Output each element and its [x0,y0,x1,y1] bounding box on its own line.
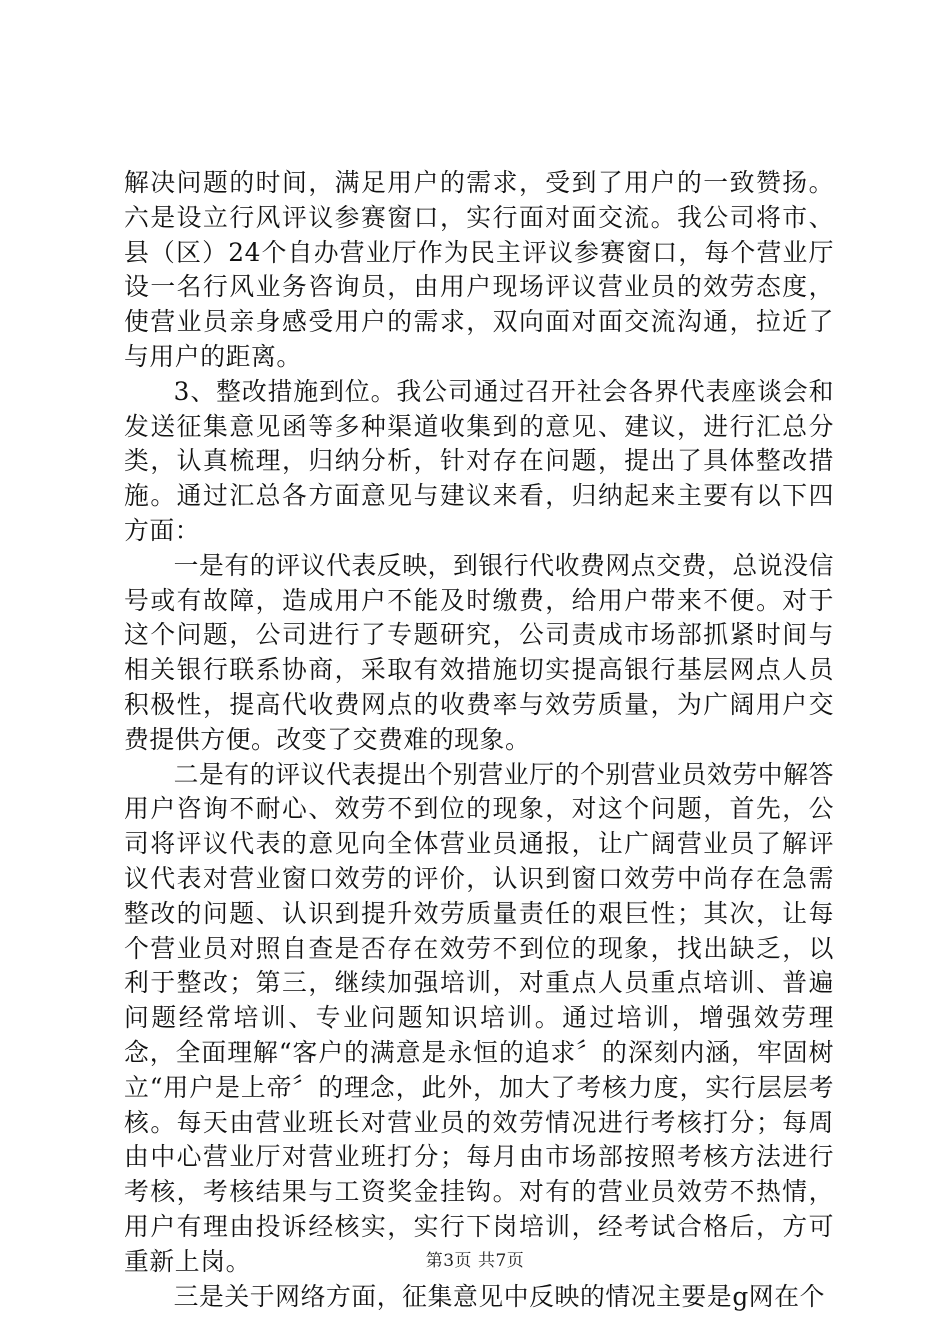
paragraph-continuation: 解决问题的时间，满足用户的需求，受到了用户的一致赞扬。六是设立行风评议参赛窗口，实行面对面交流。我公司将市、县（区）24个自办营业厅作为民主评议参赛窗口，每个营业厅设一名行风业务咨询员，由用户现场评议营业员的效劳态度，使营业员亲身感受用户的需求，双向面对面交流沟通，拉近了与用户的距离。 [124,168,834,371]
document-body [124,166,834,1314]
paragraph-rectification-measures: 3、整改措施到位。我公司通过召开社会各界代表座谈会和发送征集意见函等多种渠道收集到的意见、建议，进行汇总分类，认真梳理，归纳分析，针对存在问题，提出了具体整改措施。通过汇总各方面意见与建议来看，归纳起来主要有以下四方面： [124,376,834,545]
paragraph-issue-one: 一是有的评议代表反映，到银行代收费网点交费，总说没信号或有故障，造成用户不能及时缴费，给用户带来不便。对于这个问题，公司进行了专题研究，公司责成市场部抓紧时间与相关银行联系协商，采取有效措施切实提高银行基层网点人员积极性，提高代收费网点的收费率与效劳质量，为广阔用户交费提供方便。改变了交费难的现象。 [124,550,834,754]
paragraph-issue-three: 三是关于网络方面，征集意见中反映的情况主要是g网在个 [173,1281,825,1311]
page-footer: 第3页 共7页 [425,1251,525,1271]
paragraph-issue-two: 二是有的评议代表提出个别营业厅的个别营业员效劳中解答用户咨询不耐心、效劳不到位的现象，对这个问题，首先，公司将评议代表的意见向全体营业员通报，让广阔营业员了解评议代表对营业窗口效劳的评价，认识到窗口效劳中尚存在急需整改的问题、认识到提升效劳质量责任的艰巨性；其次，让每个营业员对照自查是否存在效劳不到位的现象，找出缺乏，以利于整改；第三，继续加强培训，对重点人员重点培训、普遍问题经常培训、专业问题知识培训。通过培训，增强效劳理念，全面理解“客户的满意是永恒的追求〞的深刻内涵，牢固树立“用户是上帝〞的理念，此外，加大了考核力度，实行层层考核。每天由营业班长对营业员的效劳情况进行考核打分；每周由中心营业厅对营业班打分；每月由市场部按照考核方法进行考核，考核结果与工资奖金挂钩。对有的营业员效劳不热情，用户有理由投诉经核实，实行下岗培训，经考试合格后，方可重新上岗。 [124,759,834,1276]
